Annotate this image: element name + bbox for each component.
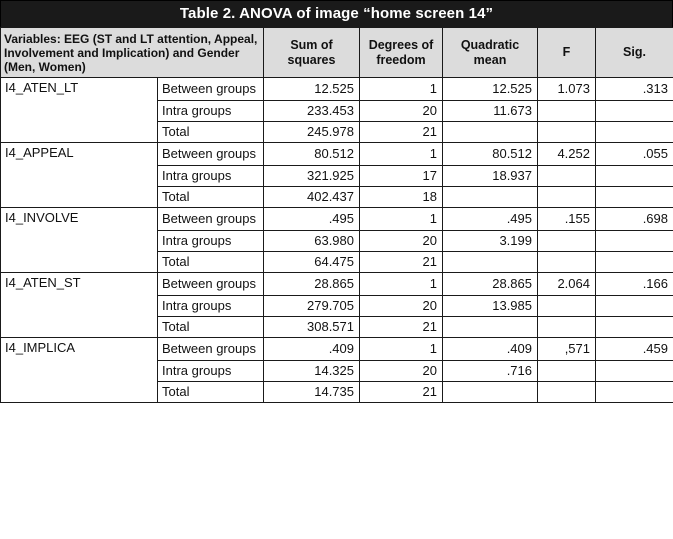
sum-of-squares-cell: 14.735 bbox=[264, 382, 360, 403]
variable-cell: I4_INVOLVE bbox=[1, 208, 158, 273]
sum-of-squares-cell: 402.437 bbox=[264, 187, 360, 208]
sig-value-cell: .459 bbox=[596, 338, 673, 361]
quadratic-mean-cell: 11.673 bbox=[443, 101, 538, 122]
sig-value-cell bbox=[596, 231, 673, 252]
source-cell: Between groups bbox=[158, 143, 264, 166]
sum-of-squares-cell: 63.980 bbox=[264, 231, 360, 252]
f-value-cell bbox=[538, 317, 596, 338]
f-value-cell bbox=[538, 122, 596, 143]
source-cell: Intra groups bbox=[158, 101, 264, 122]
f-value-cell bbox=[538, 101, 596, 122]
sig-value-cell: .055 bbox=[596, 143, 673, 166]
sum-of-squares-cell: 14.325 bbox=[264, 361, 360, 382]
table-row bbox=[1, 338, 673, 361]
f-value-cell bbox=[538, 252, 596, 273]
f-value-cell bbox=[538, 382, 596, 403]
anova-table bbox=[0, 27, 673, 403]
degrees-of-freedom-cell: 1 bbox=[360, 143, 443, 166]
source-cell: Between groups bbox=[158, 78, 264, 101]
degrees-of-freedom-cell: 1 bbox=[360, 338, 443, 361]
source-cell: Intra groups bbox=[158, 296, 264, 317]
quadratic-mean-cell: 3.199 bbox=[443, 231, 538, 252]
quadratic-mean-cell bbox=[443, 317, 538, 338]
f-value-cell: 4.252 bbox=[538, 143, 596, 166]
degrees-of-freedom-cell: 20 bbox=[360, 231, 443, 252]
degrees-of-freedom-cell: 1 bbox=[360, 78, 443, 101]
degrees-of-freedom-cell: 17 bbox=[360, 166, 443, 187]
quadratic-mean-header: Quadratic mean bbox=[443, 28, 538, 78]
sum-of-squares-cell: 64.475 bbox=[264, 252, 360, 273]
quadratic-mean-cell: .409 bbox=[443, 338, 538, 361]
f-value-cell bbox=[538, 231, 596, 252]
quadratic-mean-cell: 12.525 bbox=[443, 78, 538, 101]
sum-of-squares-cell: 233.453 bbox=[264, 101, 360, 122]
quadratic-mean-cell bbox=[443, 252, 538, 273]
degrees-of-freedom-cell: 20 bbox=[360, 361, 443, 382]
quadratic-mean-cell bbox=[443, 187, 538, 208]
f-value-cell bbox=[538, 166, 596, 187]
variable-cell: I4_IMPLICA bbox=[1, 338, 158, 403]
sum-of-squares-cell: .409 bbox=[264, 338, 360, 361]
degrees-of-freedom-cell: 21 bbox=[360, 317, 443, 338]
sig-value-cell bbox=[596, 187, 673, 208]
table-title: Table 2. ANOVA of image “home screen 14” bbox=[0, 0, 673, 28]
sum-of-squares-cell: 12.525 bbox=[264, 78, 360, 101]
sum-of-squares-cell: 279.705 bbox=[264, 296, 360, 317]
f-value-cell: .155 bbox=[538, 208, 596, 231]
quadratic-mean-cell: .495 bbox=[443, 208, 538, 231]
source-cell: Total bbox=[158, 252, 264, 273]
sum-of-squares-cell: 28.865 bbox=[264, 273, 360, 296]
table-body bbox=[1, 78, 673, 403]
degrees-of-freedom-cell: 1 bbox=[360, 208, 443, 231]
sig-value-cell bbox=[596, 296, 673, 317]
source-cell: Total bbox=[158, 382, 264, 403]
degrees-of-freedom-cell: 21 bbox=[360, 122, 443, 143]
source-cell: Total bbox=[158, 187, 264, 208]
table-header bbox=[1, 28, 673, 78]
quadratic-mean-cell: 18.937 bbox=[443, 166, 538, 187]
sig-value-cell: .313 bbox=[596, 78, 673, 101]
sig-value-cell bbox=[596, 361, 673, 382]
sig-value-cell: .166 bbox=[596, 273, 673, 296]
degrees-of-freedom-cell: 18 bbox=[360, 187, 443, 208]
quadratic-mean-cell bbox=[443, 382, 538, 403]
quadratic-mean-cell: 80.512 bbox=[443, 143, 538, 166]
sum-of-squares-cell: 245.978 bbox=[264, 122, 360, 143]
sum-of-squares-header: Sum of squares bbox=[264, 28, 360, 78]
variable-cell: I4_ATEN_LT bbox=[1, 78, 158, 143]
f-value-cell bbox=[538, 187, 596, 208]
sig-value-cell bbox=[596, 166, 673, 187]
source-cell: Between groups bbox=[158, 273, 264, 296]
degrees-of-freedom-cell: 21 bbox=[360, 252, 443, 273]
quadratic-mean-cell: 13.985 bbox=[443, 296, 538, 317]
table-row bbox=[1, 78, 673, 101]
source-cell: Intra groups bbox=[158, 166, 264, 187]
sig-header: Sig. bbox=[596, 28, 673, 78]
quadratic-mean-cell: 28.865 bbox=[443, 273, 538, 296]
sig-value-cell bbox=[596, 122, 673, 143]
source-cell: Intra groups bbox=[158, 231, 264, 252]
f-value-cell: 1.073 bbox=[538, 78, 596, 101]
source-cell: Total bbox=[158, 317, 264, 338]
degrees-of-freedom-cell: 20 bbox=[360, 101, 443, 122]
quadratic-mean-cell: .716 bbox=[443, 361, 538, 382]
sum-of-squares-cell: .495 bbox=[264, 208, 360, 231]
degrees-of-freedom-cell: 21 bbox=[360, 382, 443, 403]
f-header: F bbox=[538, 28, 596, 78]
f-value-cell bbox=[538, 361, 596, 382]
degrees-of-freedom-cell: 1 bbox=[360, 273, 443, 296]
source-cell: Between groups bbox=[158, 338, 264, 361]
sum-of-squares-cell: 321.925 bbox=[264, 166, 360, 187]
sig-value-cell bbox=[596, 101, 673, 122]
table-row bbox=[1, 143, 673, 166]
degrees-of-freedom-header: Degrees of freedom bbox=[360, 28, 443, 78]
sum-of-squares-cell: 80.512 bbox=[264, 143, 360, 166]
f-value-cell bbox=[538, 296, 596, 317]
source-cell: Total bbox=[158, 122, 264, 143]
f-value-cell: 2.064 bbox=[538, 273, 596, 296]
table-row bbox=[1, 208, 673, 231]
variable-cell: I4_ATEN_ST bbox=[1, 273, 158, 338]
sig-value-cell bbox=[596, 317, 673, 338]
table-row bbox=[1, 273, 673, 296]
sig-value-cell: .698 bbox=[596, 208, 673, 231]
sig-value-cell bbox=[596, 252, 673, 273]
variables-header: Variables: EEG (ST and LT attention, Appeal, Involvement and Implication) and Gender (Men, Women) bbox=[1, 28, 264, 78]
f-value-cell: ,571 bbox=[538, 338, 596, 361]
degrees-of-freedom-cell: 20 bbox=[360, 296, 443, 317]
variable-cell: I4_APPEAL bbox=[1, 143, 158, 208]
source-cell: Between groups bbox=[158, 208, 264, 231]
quadratic-mean-cell bbox=[443, 122, 538, 143]
sig-value-cell bbox=[596, 382, 673, 403]
sum-of-squares-cell: 308.571 bbox=[264, 317, 360, 338]
source-cell: Intra groups bbox=[158, 361, 264, 382]
